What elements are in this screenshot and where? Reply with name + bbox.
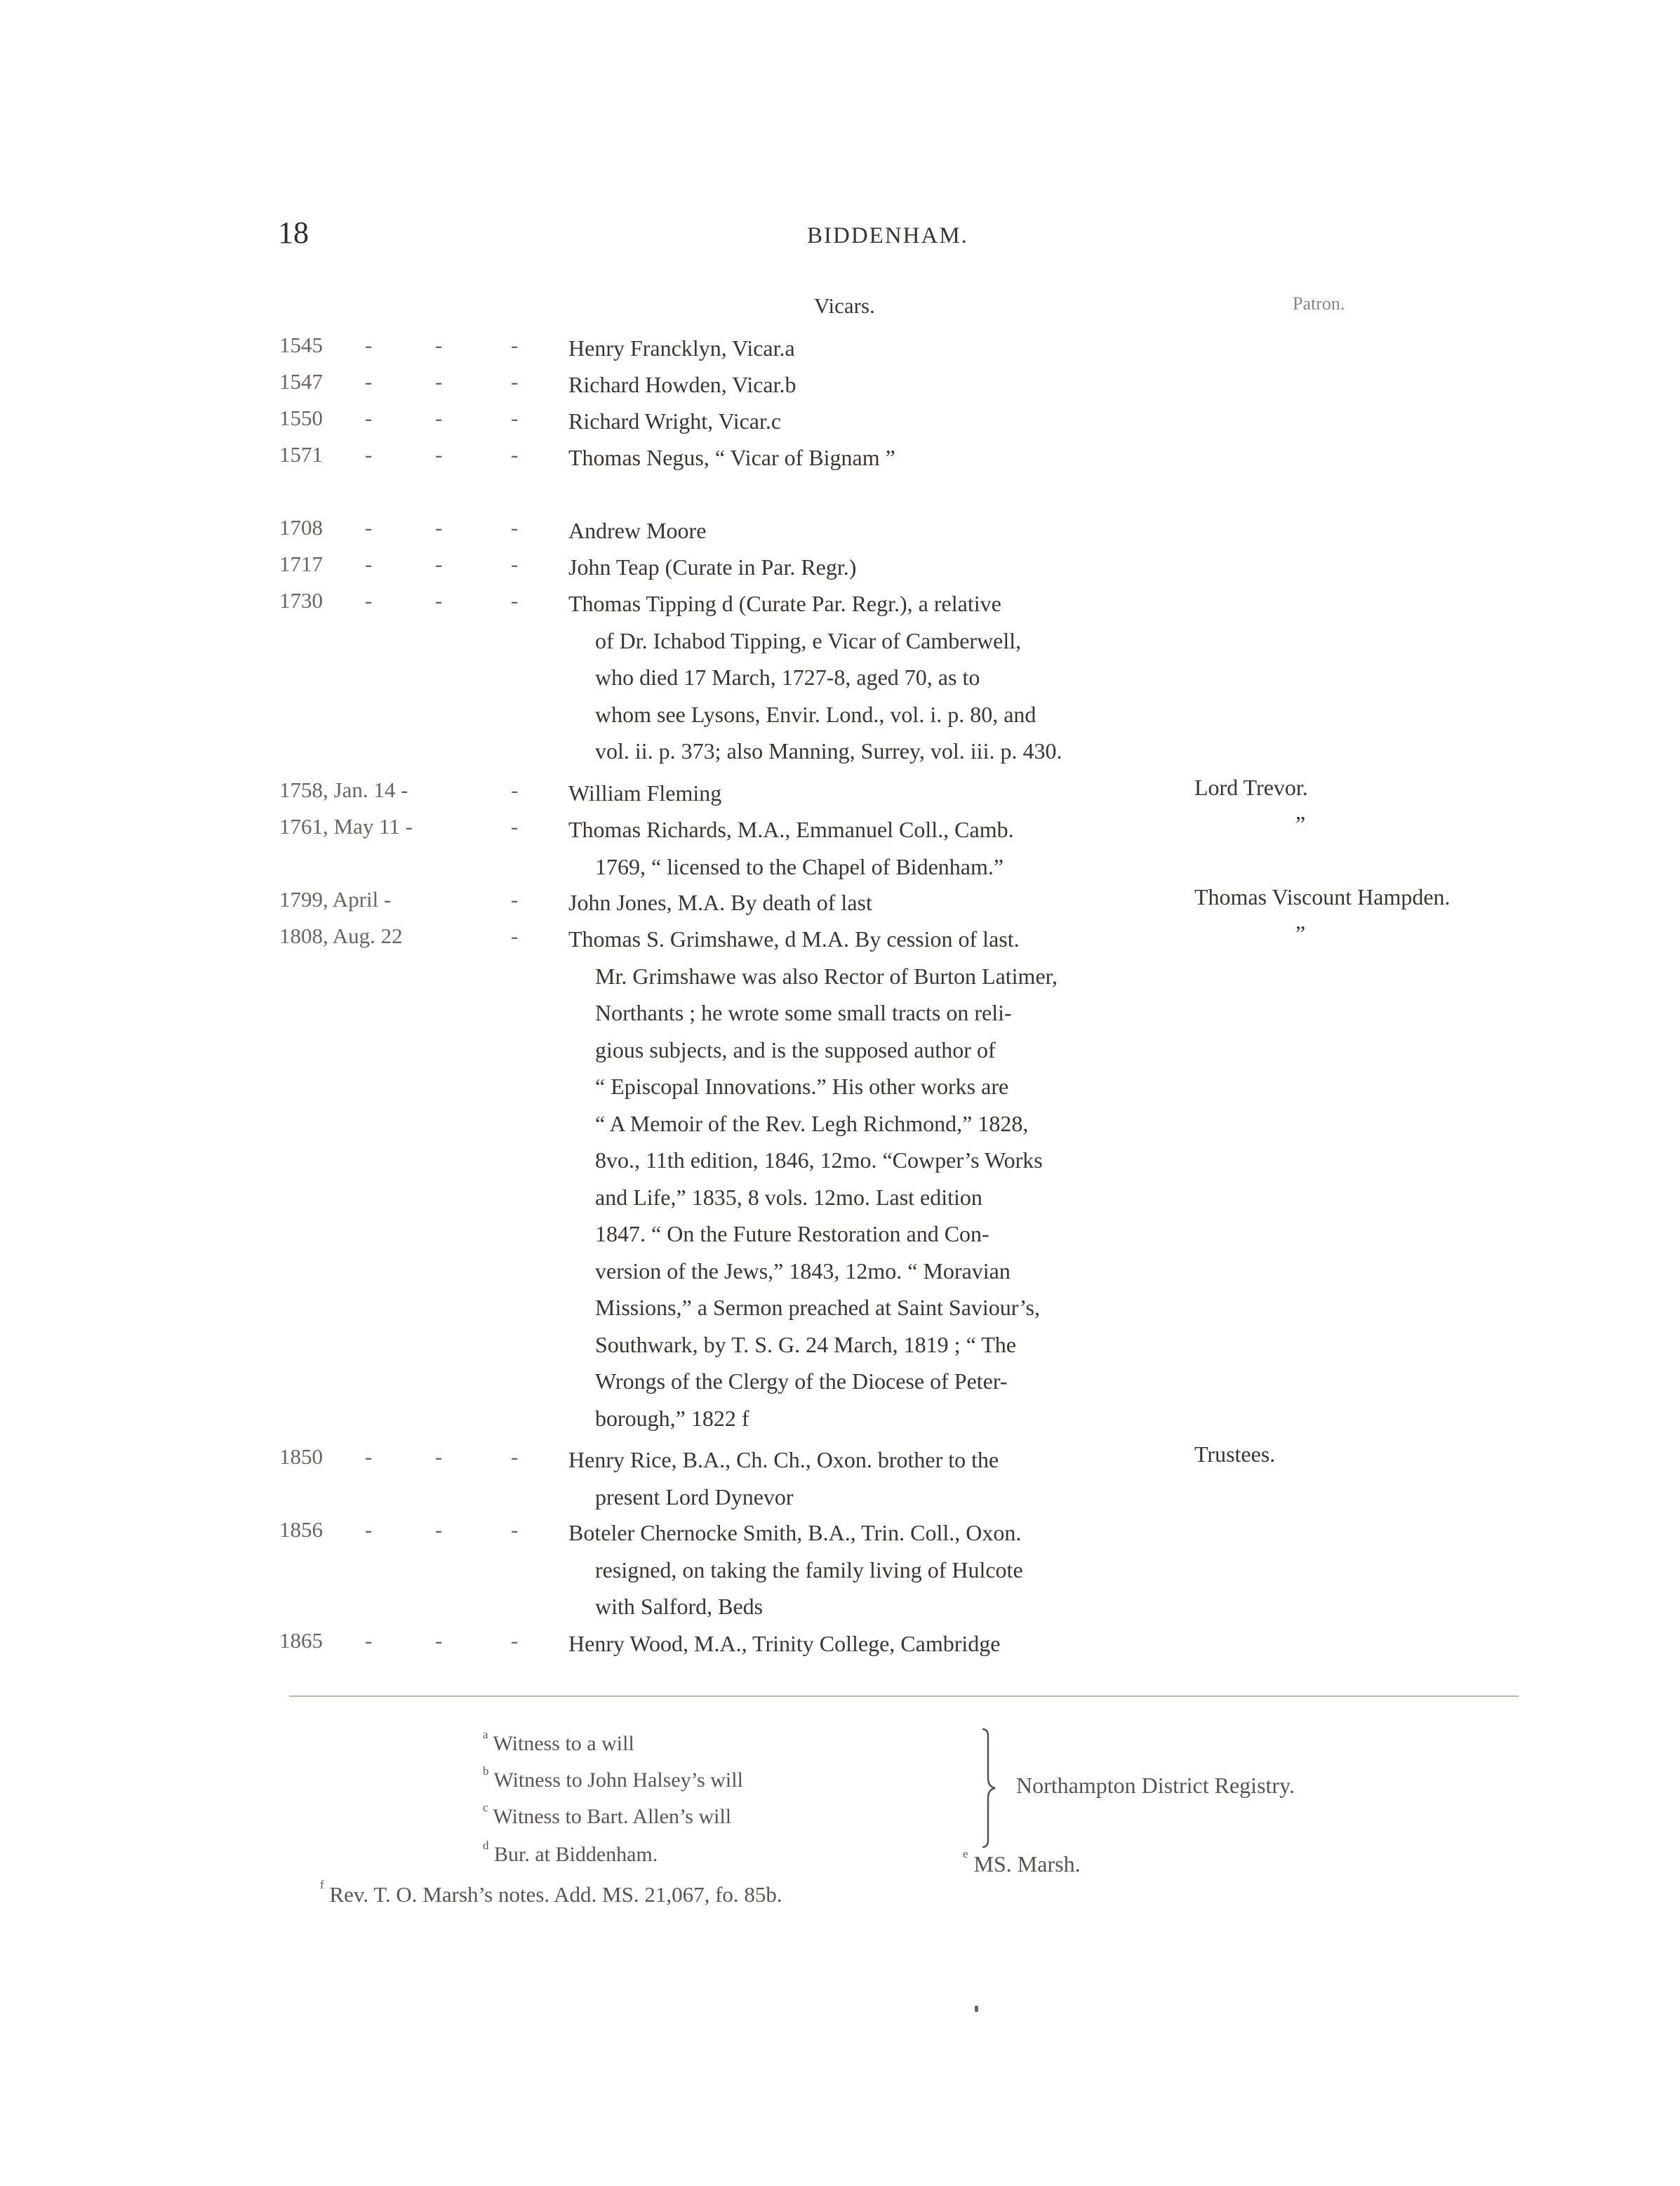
entry-dash: - xyxy=(435,1444,443,1469)
entry-line: 8vo., 11th edition, 1846, 12mo. “Cowper’s Works xyxy=(595,1147,1043,1173)
entry-patron: Trustees. xyxy=(1194,1441,1276,1467)
entry-description xyxy=(568,439,1156,476)
entry-dash: - xyxy=(435,1628,443,1653)
entry-description xyxy=(568,1514,1156,1625)
entry-date: 1808, Aug. 22 xyxy=(279,924,403,948)
entry-dash: - xyxy=(435,333,443,357)
entry-patron: ” xyxy=(1295,921,1306,946)
entry-line: Richard Howden, Vicar.b xyxy=(568,372,796,397)
entry-dash: - xyxy=(435,442,443,467)
footnote-a xyxy=(483,1728,634,1756)
column-header-vicars: Vicars. xyxy=(814,293,875,318)
entry-description xyxy=(568,884,1156,921)
footnote-b xyxy=(483,1764,743,1792)
entry-dash: - xyxy=(511,887,519,912)
entry-description xyxy=(568,1625,1156,1662)
entry-dash: - xyxy=(511,333,519,357)
footnote-text: MS. Marsh. xyxy=(973,1851,1081,1877)
entry-date: 1856 xyxy=(279,1517,323,1542)
entry-line: Wrongs of the Clergy of the Diocese of Peter- xyxy=(595,1368,1008,1394)
entry-line: Missions,” a Sermon preached at Saint Saviour’s, xyxy=(595,1295,1040,1320)
entry-dash: - xyxy=(435,515,443,540)
footnote-bracket-note: Northampton District Registry. xyxy=(1016,1773,1295,1798)
entry-line: who died 17 March, 1727-8, aged 70, as to xyxy=(595,665,980,690)
entry-description xyxy=(568,366,1156,404)
entry-patron: Thomas Viscount Hampden. xyxy=(1194,884,1451,909)
footnote-mark: c xyxy=(483,1801,488,1814)
entry-dash: - xyxy=(435,369,443,394)
entry-line: Thomas Tipping d (Curate Par. Regr.), a relative xyxy=(568,591,1001,616)
footnote-e xyxy=(963,1847,1081,1877)
entry-description xyxy=(568,1441,1156,1515)
entry-line: 1847. “ On the Future Restoration and Con- xyxy=(595,1221,989,1246)
entry-date: 1717 xyxy=(279,552,323,576)
entry-line: William Fleming xyxy=(568,780,722,806)
entry-line: Richard Wright, Vicar.c xyxy=(568,408,782,434)
entry-dash: - xyxy=(511,1628,519,1653)
entry-description xyxy=(568,585,1156,770)
entry-line: John Teap (Curate in Par. Regr.) xyxy=(568,554,857,580)
running-head: BIDDENHAM. xyxy=(807,223,968,248)
entry-line: with Salford, Beds xyxy=(595,1594,764,1619)
footnote-brace xyxy=(980,1726,999,1850)
footnote-d xyxy=(483,1839,658,1867)
entry-dash: - xyxy=(511,406,519,430)
entry-dash: - xyxy=(511,814,519,839)
entry-line: gious subjects, and is the supposed author of xyxy=(595,1037,996,1062)
entry-dash: - xyxy=(435,1517,443,1542)
entry-line: “ Episcopal Innovations.” His other works are xyxy=(595,1074,1009,1099)
footnote-c xyxy=(483,1801,732,1829)
entry-dash: - xyxy=(511,1517,519,1542)
entry-date: 1865 xyxy=(279,1628,323,1653)
entry-date: 1550 xyxy=(279,406,323,430)
entry-date: 1708 xyxy=(279,515,323,540)
footnote-mark: d xyxy=(483,1839,489,1852)
entry-line: Henry Wood, M.A., Trinity College, Cambridge xyxy=(568,1631,1001,1656)
entry-line: of Dr. Ichabod Tipping, e Vicar of Camberwell, xyxy=(595,627,1022,653)
page-number: 18 xyxy=(278,215,309,250)
entry-description xyxy=(568,330,1156,367)
entry-line: Mr. Grimshawe was also Rector of Burton Latimer, xyxy=(595,963,1058,989)
entry-date: 1730 xyxy=(279,588,323,613)
entry-line: and Life,” 1835, 8 vols. 12mo. Last edition xyxy=(595,1184,982,1210)
entry-line: Boteler Chernocke Smith, B.A., Trin. Coll., Oxon. xyxy=(568,1520,1022,1545)
ink-speck xyxy=(975,2006,978,2012)
entry-description xyxy=(568,811,1156,885)
entry-line: whom see Lysons, Envir. Lond., vol. i. p. 80, and xyxy=(595,701,1036,727)
entry-dash: - xyxy=(511,552,519,576)
footnote-text: Witness to John Halsey’s will xyxy=(493,1768,743,1792)
entry-dash: - xyxy=(511,442,519,467)
entry-dash: - xyxy=(365,333,373,357)
entry-line: Thomas S. Grimshawe, d M.A. By cession of last. xyxy=(568,926,1020,952)
footnote-text: Bur. at Biddenham. xyxy=(494,1843,658,1866)
entry-line: version of the Jews,” 1843, 12mo. “ Moravian xyxy=(595,1258,1011,1284)
entry-patron: ” xyxy=(1295,811,1306,837)
entry-description xyxy=(568,775,1156,812)
entry-dash: - xyxy=(511,1444,519,1469)
footnote-text: Witness to Bart. Allen’s will xyxy=(493,1805,732,1828)
entry-line: vol. ii. p. 373; also Manning, Surrey, vol. iii. p. 430. xyxy=(595,738,1062,764)
entry-dash: - xyxy=(511,924,519,948)
entry-dash: - xyxy=(365,1517,373,1542)
entry-line: borough,” 1822 f xyxy=(595,1405,749,1431)
entry-line: resigned, on taking the family living of Hulcote xyxy=(595,1557,1023,1582)
entry-patron: Lord Trevor. xyxy=(1194,775,1308,800)
entry-dash: - xyxy=(365,1628,373,1653)
entry-date: 1758, Jan. 14 - xyxy=(279,778,408,802)
footnote-text: Witness to a will xyxy=(493,1732,634,1755)
entry-description xyxy=(568,921,1156,1437)
entry-dash: - xyxy=(365,369,373,394)
entry-dash: - xyxy=(511,778,519,802)
entry-line: Thomas Richards, M.A., Emmanuel Coll., Camb. xyxy=(568,817,1014,842)
entry-date: 1799, April - xyxy=(279,887,392,912)
entry-dash: - xyxy=(435,588,443,613)
entry-dash: - xyxy=(511,588,519,613)
entry-dash: - xyxy=(511,369,519,394)
entry-date: 1850 xyxy=(279,1444,323,1469)
entry-dash: - xyxy=(435,552,443,576)
entry-dash: - xyxy=(435,406,443,430)
footnote-text: Rev. T. O. Marsh’s notes. Add. MS. 21,067, fo. 85b. xyxy=(329,1882,782,1907)
entry-date: 1547 xyxy=(279,369,323,394)
entry-line: present Lord Dynevor xyxy=(595,1484,794,1509)
entry-line: Thomas Negus, “ Vicar of Bignam ” xyxy=(568,445,895,470)
entry-dash: - xyxy=(365,515,373,540)
footnote-mark: f xyxy=(320,1878,324,1891)
entry-date: 1545 xyxy=(279,333,323,357)
footnote-mark: b xyxy=(483,1764,489,1778)
entry-description xyxy=(568,549,1156,586)
entry-line: Southwark, by T. S. G. 24 March, 1819 ; “ The xyxy=(595,1331,1016,1357)
entry-dash: - xyxy=(365,1444,373,1469)
entry-line: Henry Francklyn, Vicar.a xyxy=(568,335,795,361)
column-header-patron: Patron. xyxy=(1293,293,1345,314)
entry-dash: - xyxy=(365,588,373,613)
entry-line: Northants ; he wrote some small tracts on reli- xyxy=(595,1000,1012,1025)
entry-dash: - xyxy=(365,406,373,430)
entry-line: 1769, “ licensed to the Chapel of Bidenham.” xyxy=(595,853,1004,879)
entry-description xyxy=(568,403,1156,440)
entry-date: 1761, May 11 - xyxy=(279,814,413,839)
entry-date: 1571 xyxy=(279,442,323,467)
entry-line: “ A Memoir of the Rev. Legh Richmond,” 1828, xyxy=(595,1110,1029,1136)
entry-line: John Jones, M.A. By death of last xyxy=(568,890,872,915)
entry-dash: - xyxy=(511,515,519,540)
footnote-mark: e xyxy=(963,1847,968,1860)
footnote-mark: a xyxy=(483,1728,488,1741)
entry-dash: - xyxy=(365,552,373,576)
footnote-rule xyxy=(289,1695,1519,1697)
entry-dash: - xyxy=(365,442,373,467)
entry-line: Andrew Moore xyxy=(568,518,707,543)
entry-description xyxy=(568,512,1156,549)
footnote-f xyxy=(320,1878,782,1907)
entry-line: Henry Rice, B.A., Ch. Ch., Oxon. brother to the xyxy=(568,1447,999,1472)
